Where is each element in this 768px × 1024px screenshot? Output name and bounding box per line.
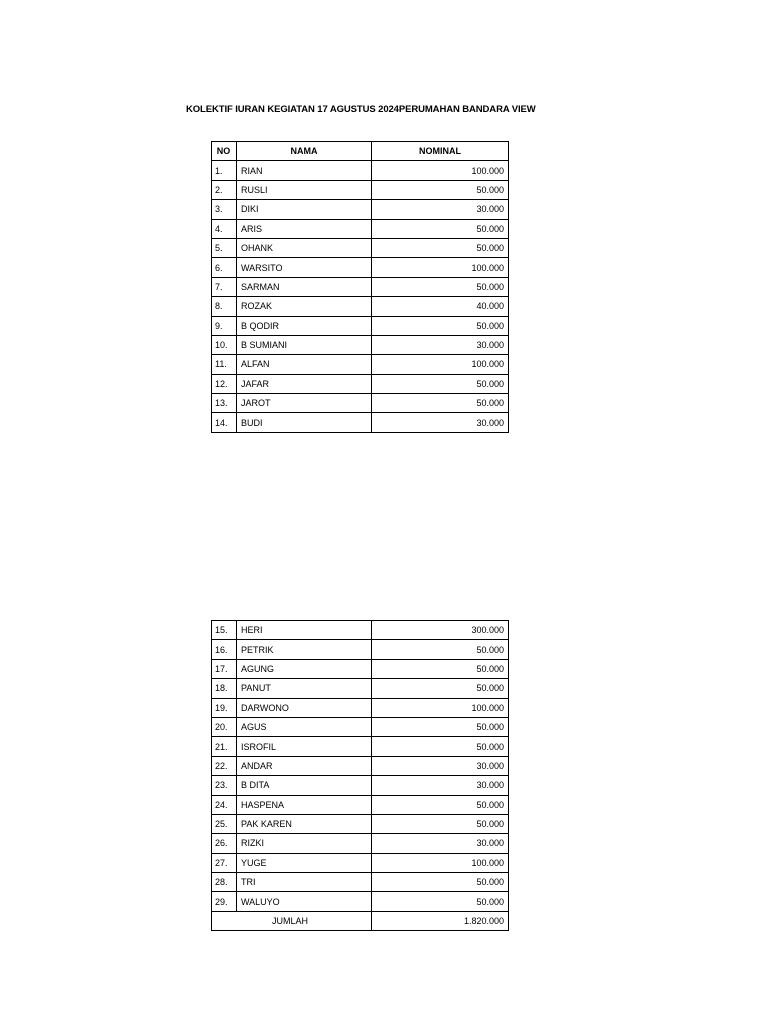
row-number: 9. <box>212 316 237 335</box>
row-nominal: 50.000 <box>372 316 509 335</box>
row-name: ALFAN <box>237 355 372 374</box>
table-row <box>212 853 509 872</box>
row-nominal: 30.000 <box>372 335 509 354</box>
table-row <box>212 873 509 892</box>
table-row <box>212 180 509 199</box>
table-row <box>212 698 509 717</box>
header-no: NO <box>212 142 237 161</box>
row-name: B SUMIANI <box>237 335 372 354</box>
row-nominal: 50.000 <box>372 180 509 199</box>
table-row <box>212 200 509 219</box>
table-row <box>212 238 509 257</box>
table-row <box>212 621 509 640</box>
row-name: JAROT <box>237 394 372 413</box>
row-name: WALUYO <box>237 892 372 911</box>
row-name: PETRIK <box>237 640 372 659</box>
table-row <box>212 717 509 736</box>
row-name: ANDAR <box>237 756 372 775</box>
row-name: DIKI <box>237 200 372 219</box>
row-number: 8. <box>212 297 237 316</box>
row-nominal: 50.000 <box>372 659 509 678</box>
row-nominal: 30.000 <box>372 413 509 432</box>
table-row <box>212 756 509 775</box>
row-number: 26. <box>212 834 237 853</box>
row-number: 13. <box>212 394 237 413</box>
row-nominal: 50.000 <box>372 873 509 892</box>
table-row <box>212 795 509 814</box>
row-number: 7. <box>212 277 237 296</box>
table-row <box>212 640 509 659</box>
row-name: SARMAN <box>237 277 372 296</box>
row-nominal: 100.000 <box>372 698 509 717</box>
row-name: WARSITO <box>237 258 372 277</box>
table-row <box>212 297 509 316</box>
table-header-row <box>212 142 509 161</box>
row-nominal: 50.000 <box>372 717 509 736</box>
row-number: 24. <box>212 795 237 814</box>
row-name: DARWONO <box>237 698 372 717</box>
row-name: ROZAK <box>237 297 372 316</box>
row-nominal: 30.000 <box>372 756 509 775</box>
table-row <box>212 394 509 413</box>
table-row <box>212 219 509 238</box>
row-number: 23. <box>212 776 237 795</box>
row-number: 25. <box>212 814 237 833</box>
row-number: 20. <box>212 717 237 736</box>
row-number: 28. <box>212 873 237 892</box>
row-nominal: 100.000 <box>372 258 509 277</box>
row-name: HASPENA <box>237 795 372 814</box>
row-nominal: 50.000 <box>372 374 509 393</box>
table-row <box>212 776 509 795</box>
row-nominal: 30.000 <box>372 776 509 795</box>
row-number: 5. <box>212 238 237 257</box>
row-number: 22. <box>212 756 237 775</box>
table-row <box>212 892 509 911</box>
row-number: 15. <box>212 621 237 640</box>
row-number: 17. <box>212 659 237 678</box>
row-name: B DITA <box>237 776 372 795</box>
table-row <box>212 316 509 335</box>
contribution-table-2 <box>211 620 509 931</box>
total-row <box>212 911 509 930</box>
row-number: 14. <box>212 413 237 432</box>
table-row <box>212 355 509 374</box>
table-row <box>212 737 509 756</box>
table-row <box>212 374 509 393</box>
row-nominal: 100.000 <box>372 355 509 374</box>
table-row <box>212 335 509 354</box>
row-nominal: 100.000 <box>372 161 509 180</box>
row-name: OHANK <box>237 238 372 257</box>
row-number: 11. <box>212 355 237 374</box>
row-number: 10. <box>212 335 237 354</box>
table-row <box>212 277 509 296</box>
row-name: HERI <box>237 621 372 640</box>
contribution-table-1 <box>211 141 509 433</box>
table-row <box>212 834 509 853</box>
row-number: 27. <box>212 853 237 872</box>
row-name: RUSLI <box>237 180 372 199</box>
row-name: YUGE <box>237 853 372 872</box>
row-nominal: 50.000 <box>372 238 509 257</box>
row-number: 1. <box>212 161 237 180</box>
row-number: 3. <box>212 200 237 219</box>
table-row <box>212 258 509 277</box>
row-number: 18. <box>212 679 237 698</box>
row-nominal: 50.000 <box>372 814 509 833</box>
row-number: 4. <box>212 219 237 238</box>
table-row <box>212 161 509 180</box>
row-nominal: 50.000 <box>372 892 509 911</box>
table-row <box>212 814 509 833</box>
row-nominal: 100.000 <box>372 853 509 872</box>
row-name: AGUS <box>237 717 372 736</box>
row-nominal: 50.000 <box>372 679 509 698</box>
row-name: RIAN <box>237 161 372 180</box>
row-nominal: 50.000 <box>372 795 509 814</box>
table-row <box>212 679 509 698</box>
row-name: B QODIR <box>237 316 372 335</box>
row-name: AGUNG <box>237 659 372 678</box>
row-number: 16. <box>212 640 237 659</box>
row-name: TRI <box>237 873 372 892</box>
row-number: 21. <box>212 737 237 756</box>
total-value: 1.820.000 <box>372 911 509 930</box>
row-nominal: 300.000 <box>372 621 509 640</box>
row-name: ARIS <box>237 219 372 238</box>
table-row <box>212 659 509 678</box>
row-name: JAFAR <box>237 374 372 393</box>
document-title: KOLEKTIF IURAN KEGIATAN 17 AGUSTUS 2024PERUMAHAN BANDARA VIEW <box>186 104 536 115</box>
row-name: PAK KAREN <box>237 814 372 833</box>
row-nominal: 50.000 <box>372 640 509 659</box>
row-nominal: 50.000 <box>372 394 509 413</box>
row-nominal: 50.000 <box>372 277 509 296</box>
row-name: BUDI <box>237 413 372 432</box>
header-nominal: NOMINAL <box>372 142 509 161</box>
row-number: 2. <box>212 180 237 199</box>
row-number: 12. <box>212 374 237 393</box>
header-nama: NAMA <box>237 142 372 161</box>
row-nominal: 30.000 <box>372 200 509 219</box>
row-nominal: 50.000 <box>372 219 509 238</box>
total-label: JUMLAH <box>212 911 372 930</box>
row-name: ISROFIL <box>237 737 372 756</box>
row-number: 6. <box>212 258 237 277</box>
row-nominal: 50.000 <box>372 737 509 756</box>
row-number: 29. <box>212 892 237 911</box>
row-nominal: 40.000 <box>372 297 509 316</box>
row-name: RIZKI <box>237 834 372 853</box>
table-row <box>212 413 509 432</box>
row-nominal: 30.000 <box>372 834 509 853</box>
row-number: 19. <box>212 698 237 717</box>
row-name: PANUT <box>237 679 372 698</box>
